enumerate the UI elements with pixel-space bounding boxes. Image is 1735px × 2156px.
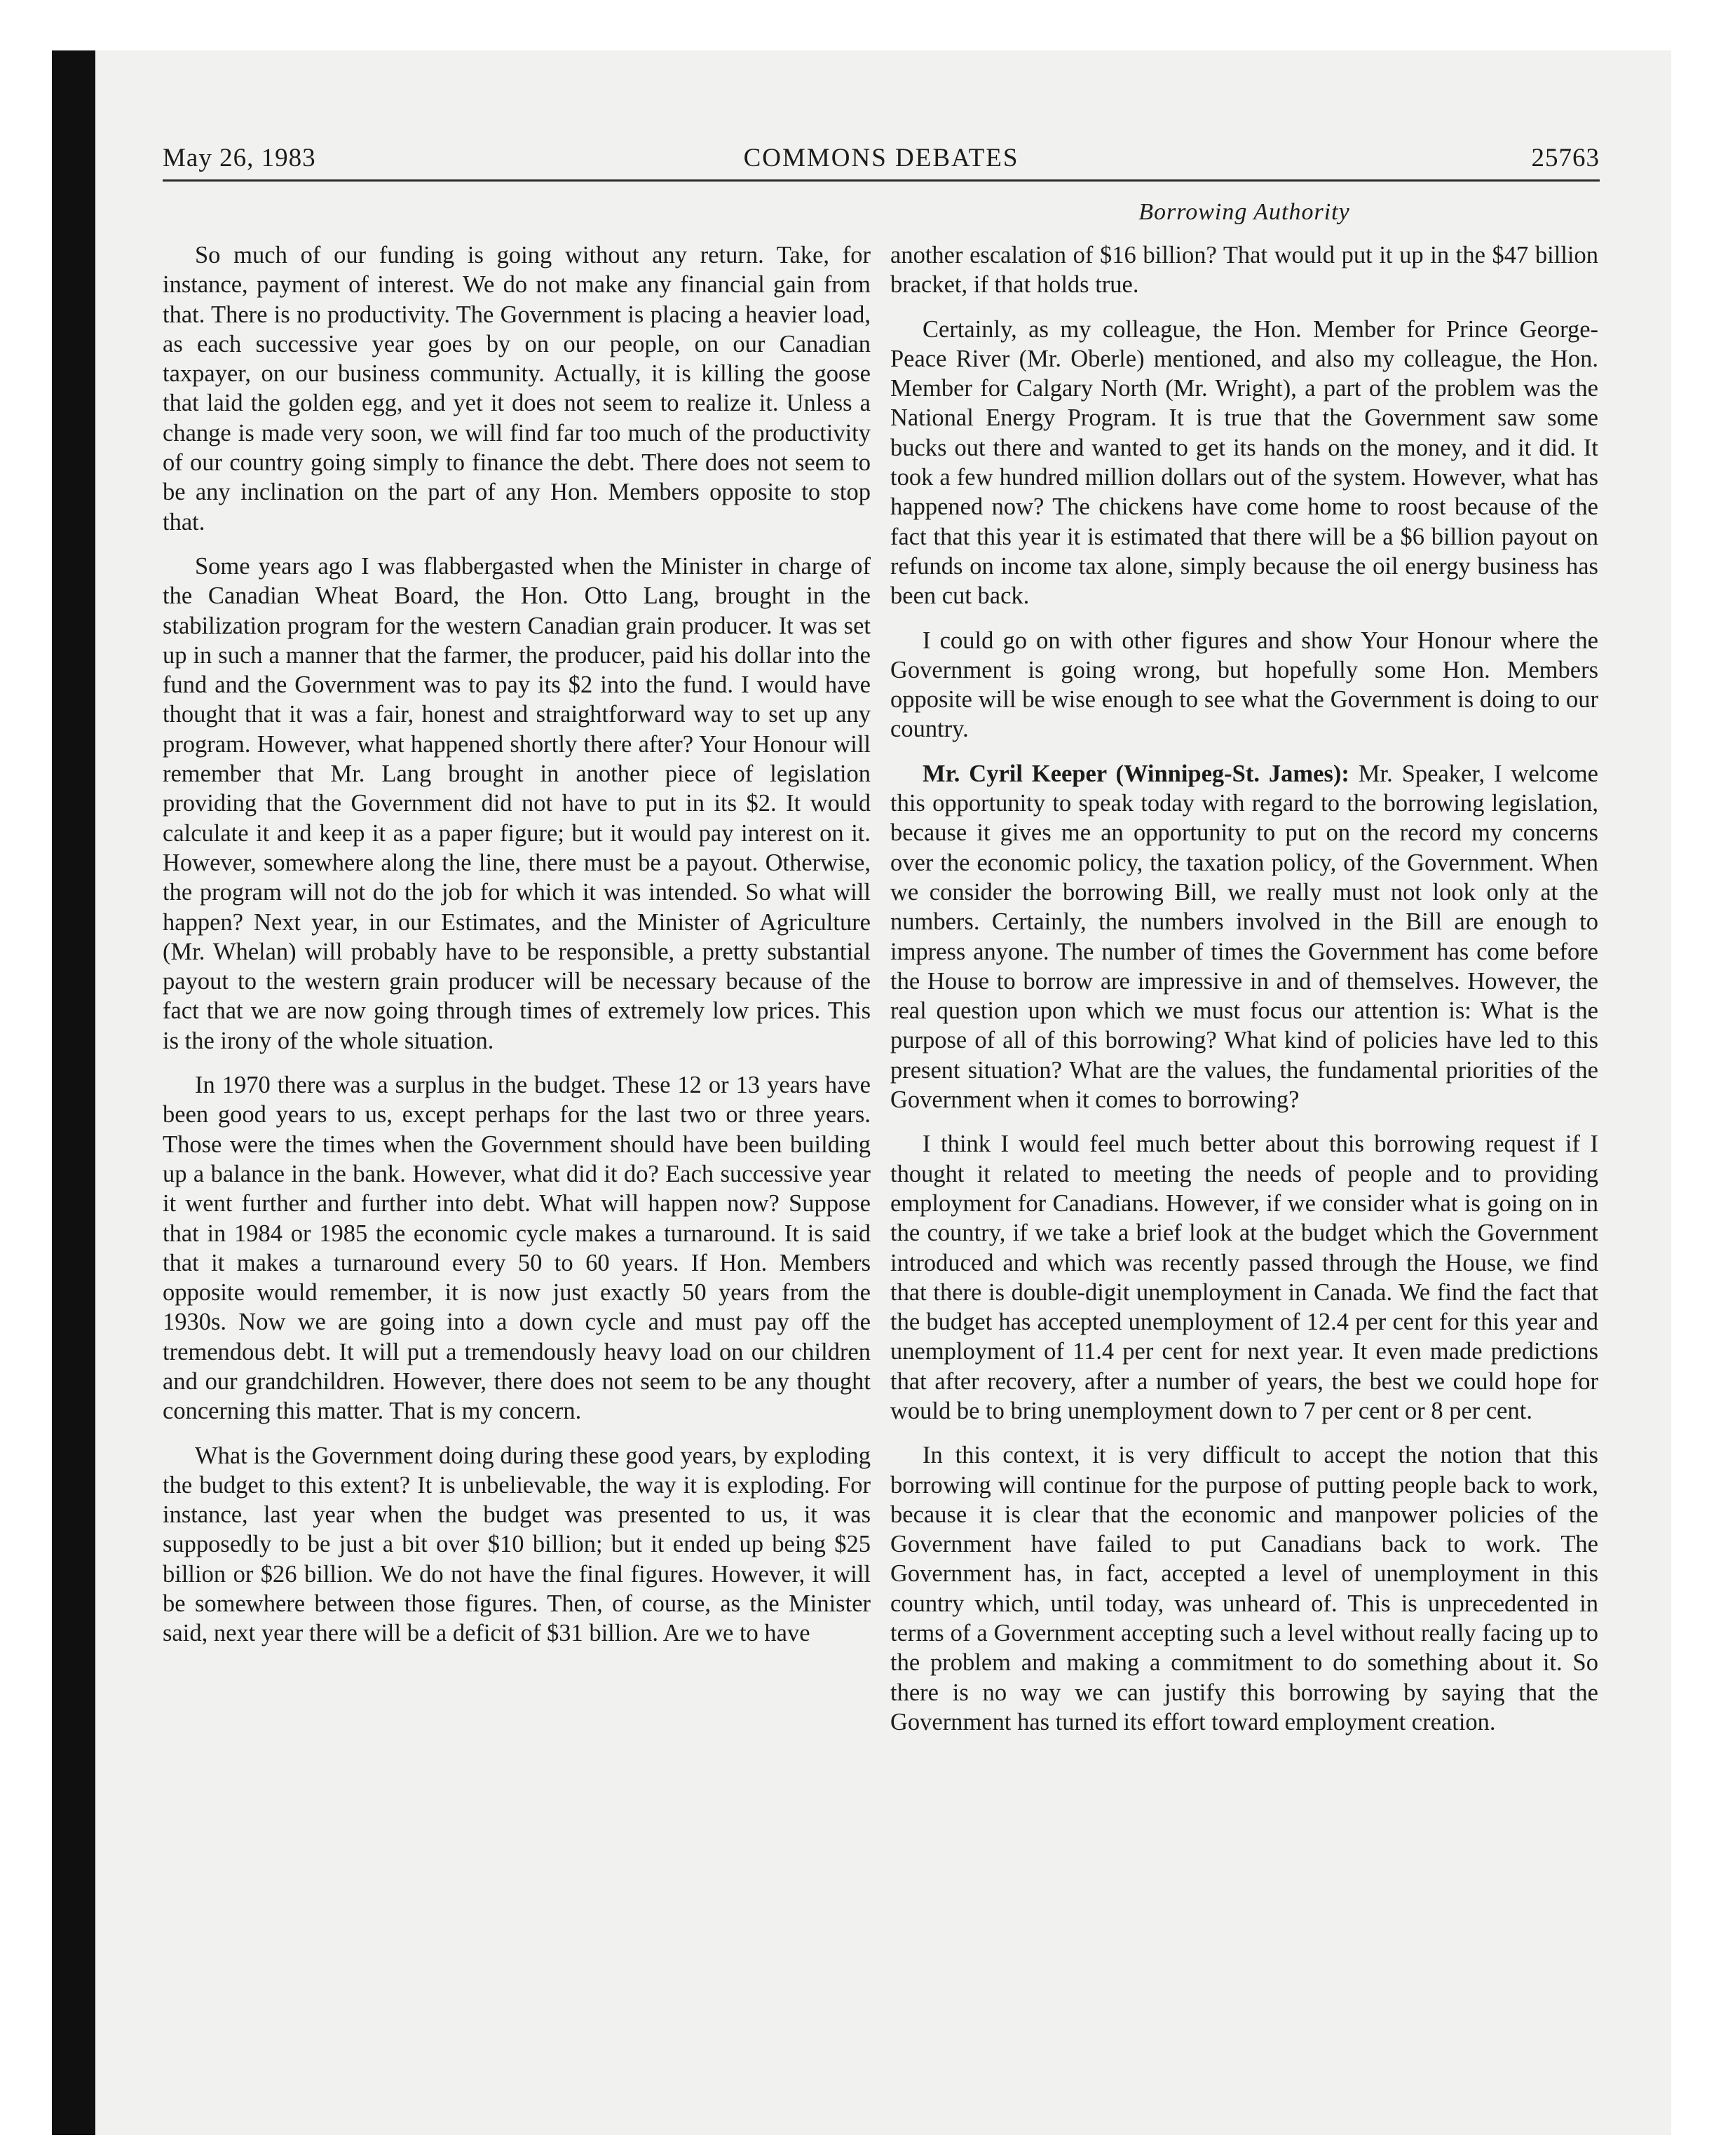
speaker-name: Mr. Cyril Keeper (Winnipeg-St. James): [923,760,1349,787]
speaker-remarks: Mr. Speaker, I welcome this opportunity to speak today with regard to the borrowing legislation, because it gives me an opportunity to put on the record my concerns over the economic policy, the taxation policy, of the Government. When we consider the borrowing Bill, we really must not look only at the numbers. Certainly, the numbers involved in the Bill are enough to impress anyone. The number of times the Government has come before the House to borrow are impressive in and of themselves. However, the real question upon which we must focus our attention is: What is the purpose of all of this borrowing? What kind of policies have led to this present situation? What are the values, the fundamental priorities of the Government when it comes to borrowing? [890,760,1598,1114]
right-column [890,240,1598,1752]
scan-binding-edge [52,50,95,2135]
section-subheading: Borrowing Authority [1138,199,1350,225]
left-column [163,240,871,1663]
header-publication-title: COMMONS DEBATES [743,144,1019,172]
page-header [163,140,1600,182]
header-date: May 26, 1983 [163,144,316,172]
paragraph: What is the Government doing during these good years, by exploding the budget to this extent? It is unbelievable, the way it is exploding. For instance, last year when the budget was presented to us, it was supposedly to be just a bit over $10 billion; but it ended up being $25 billion or $26 billion. We do not have the final figures. However, it will be somewhere between those figures. Then, of course, as the Minister said, next year there will be a deficit of $31 billion. Are we to have [163,1442,871,1647]
paragraph: I could go on with other figures and show Your Honour where the Government is going wrong, but hopefully some Hon. Members opposite will be wise enough to see what the Government is doing to our country. [890,627,1598,743]
paragraph: In 1970 there was a surplus in the budget. These 12 or 13 years have been good years to us, except perhaps for the last two or three years. Those were the times when the Government should have been building up a balance in the bank. However, what did it do? Each successive year it went further and further into debt. What will happen now? Suppose that in 1984 or 1985 the economic cycle makes a turnaround. It is said that it makes a turnaround every 50 to 60 years. If Hon. Members opposite would remember, it is now just exactly 50 years from the 1930s. Now we are going into a down cycle and must pay off the tremendous debt. It will put a tremendously heavy load on our children and our grandchildren. However, there does not seem to be any thought concerning this matter. That is my concern. [163,1072,871,1425]
paragraph: So much of our funding is going without any return. Take, for instance, payment of interest. We do not make any financial gain from that. There is no productivity. The Government is placing a heavier load, as each successive year goes by on our people, on our Canadian taxpayer, on our business community. Actually, it is killing the goose that laid the golden egg, and yet it does not seem to realize it. Unless a change is made very soon, we will find far too much of the productivity of our country going simply to finance the debt. There does not seem to be any inclination on the part of any Hon. Members opposite to stop that. [163,242,871,535]
paragraph: I think I would feel much better about this borrowing request if I thought it related to meeting the needs of people and to providing employment for Canadians. However, if we consider what is going on in the country, if we take a brief look at the budget which the Government introduced and which was recently passed through the House, we find that there is double-digit unemployment in Canada. We find the fact that the budget has accepted unemployment of 12.4 per cent for this year and unemployment of 11.4 per cent for next year. It even made predictions that after recovery, after a number of years, the best we could hope for would be to bring unemployment down to 7 per cent or 8 per cent. [890,1131,1598,1424]
paragraph: In this context, it is very difficult to accept the notion that this borrowing will continue for the purpose of putting people back to work, because it is clear that the economic and manpower policies of the Government have failed to put Canadians back to work. The Government has, in fact, accepted a level of unemployment in this country which, until today, was unheard of. This is unprecedented in terms of a Government accepting such a level without really facing up to the problem and making a commitment to do something about it. So there is no way we can justify this borrowing by saying that the Government has turned its effort toward employment creation. [890,1442,1598,1735]
paragraph: Some years ago I was flabbergasted when the Minister in charge of the Canadian Wheat Board, the Hon. Otto Lang, brought in the stabilization program for the western Canadian grain producer. It was set up in such a manner that the farmer, the producer, paid his dollar into the fund and the Government was to pay its $2 into the fund. I would have thought that it was a fair, honest and straightforward way to set up any program. However, what happened shortly there after? Your Honour will remember that Mr. Lang brought in another piece of legislation providing that the Government did not have to put in its $2. It would calculate it and keep it as a paper figure; but it would pay interest on it. However, somewhere along the line, there must be a payout. Otherwise, the program will not do the job for which it was intended. So what will happen? Next year, in our Estimates, and the Minister of Agriculture (Mr. Whelan) will probably have to be responsible, a pretty substantial payout to the western grain producer will be necessary because of the fact that we are now going through times of extremely low prices. This is the irony of the whole situation. [163,552,871,1054]
paragraph: Certainly, as my colleague, the Hon. Member for Prince George-Peace River (Mr. Oberle) mentioned, and also my colleague, the Hon. Member for Calgary North (Mr. Wright), a part of the problem was the National Energy Program. It is true that the Government saw some bucks out there and wanted to get its hands on the money, and it did. It took a few hundred million dollars out of the system. However, what has happened now? The chickens have come home to roost because of the fact that this year it is estimated that there will be a $6 billion payout on refunds on income tax alone, simply because the oil energy business has been cut back. [890,315,1598,610]
header-page-number: 25763 [1531,144,1600,172]
speaker-paragraph [890,759,1598,1115]
paragraph-continuation: another escalation of $16 billion? That would put it up in the $47 billion bracket, if that holds true. [890,242,1598,299]
